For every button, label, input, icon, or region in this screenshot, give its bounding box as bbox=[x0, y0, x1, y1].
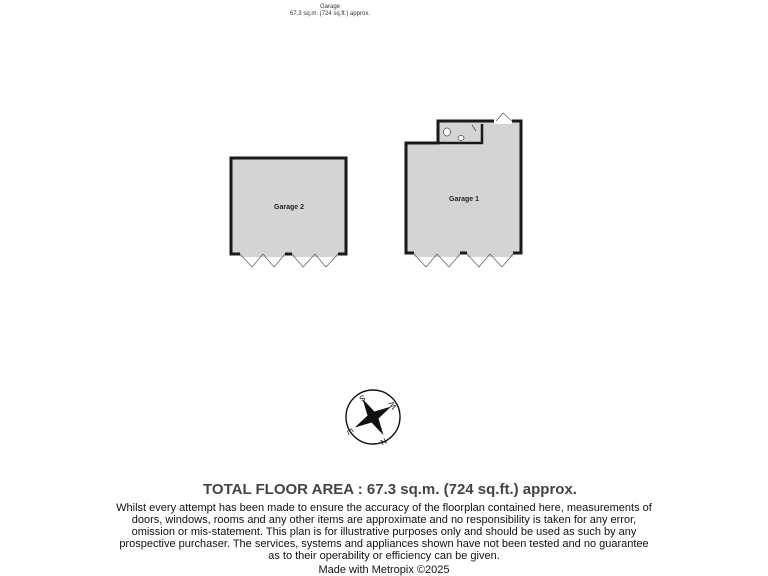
total-floor-area: TOTAL FLOOR AREA : 67.3 sq.m. (724 sq.ft.) approx. bbox=[203, 481, 577, 498]
room-garage-1 bbox=[406, 113, 521, 267]
room-label-garage-2: Garage 2 bbox=[274, 204, 304, 211]
room-garage-2 bbox=[231, 158, 346, 267]
floor-area-label: 67.3 sq.m. (724 sq.ft.) approx. bbox=[289, 11, 371, 17]
compass-south: S bbox=[357, 392, 367, 404]
floor-level-label: Garage bbox=[319, 4, 340, 10]
compass-west: W bbox=[387, 399, 399, 411]
compass-icon bbox=[344, 388, 401, 447]
room-label-garage-1: Garage 1 bbox=[449, 196, 479, 203]
compass-north: N bbox=[378, 436, 389, 448]
compass-east: E bbox=[344, 427, 356, 437]
disclaimer-text: Whilst every attempt has been made to ensure the accuracy of the floorplan contained here, measurements of doors, windows, rooms and any other items are approximate and no responsibility is taken for any error, omission or mis-statement. This plan is for illustrative purposes only and should be used as such by any prospective purchaser. The services, systems and appliances shown have not been tested and no guarantee as to their operability or efficiency can be given. bbox=[116, 502, 652, 562]
made-with-credit: Made with Metropix ©2025 bbox=[318, 564, 450, 576]
